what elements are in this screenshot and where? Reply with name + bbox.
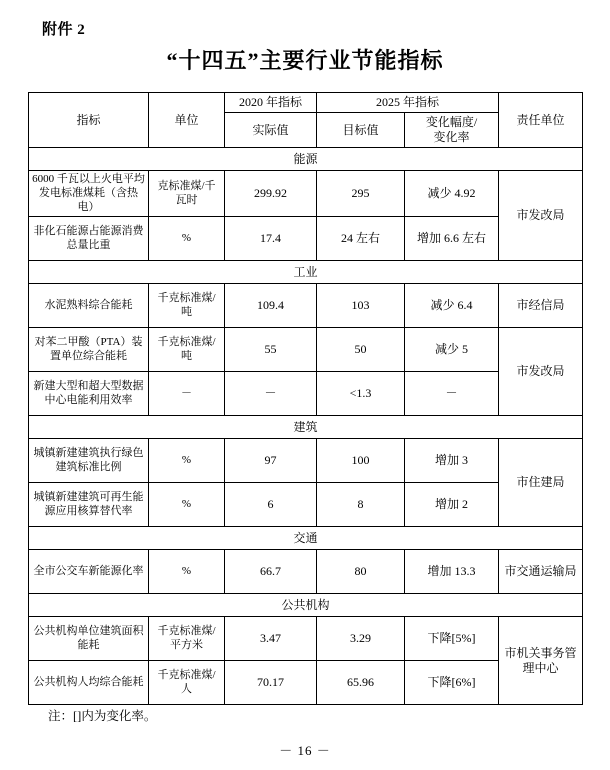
cell-actual-value: 97 [225, 439, 317, 483]
table-row [29, 328, 583, 372]
table-body [29, 148, 583, 705]
cell-target-value: <1.3 [317, 372, 405, 416]
cell-indicator: 城镇新建建筑执行绿色建筑标准比例 [29, 439, 149, 483]
cell-actual-value: 299.92 [225, 171, 317, 217]
cell-unit: 千克标准煤/吨 [149, 328, 225, 372]
header-unit: 单位 [149, 93, 225, 148]
page-number: － 16 － [279, 743, 331, 758]
cell-indicator: 对苯二甲酸（PTA）装置单位综合能耗 [29, 328, 149, 372]
cell-indicator: 公共机构单位建筑面积能耗 [29, 617, 149, 661]
attachment-label: 附件 2 [42, 22, 86, 38]
table-note: 注：[]内为变化率。 [48, 709, 157, 723]
section-label: 能源 [29, 148, 583, 171]
cell-indicator: 6000 千瓦以上火电平均发电标准煤耗（含热电） [29, 171, 149, 217]
table-row [29, 550, 583, 594]
cell-target-value: 295 [317, 171, 405, 217]
cell-responsible-unit: 市发改局 [499, 328, 583, 416]
cell-actual-value: 6 [225, 483, 317, 527]
table-row [29, 617, 583, 661]
table-header-row-1 [29, 93, 583, 113]
cell-actual-value: 109.4 [225, 284, 317, 328]
section-label: 公共机构 [29, 594, 583, 617]
header-change-line1: 变化幅度/ [425, 115, 478, 129]
section-label: 交通 [29, 527, 583, 550]
cell-change: － [405, 372, 499, 416]
cell-indicator: 水泥熟料综合能耗 [29, 284, 149, 328]
cell-unit: 克标准煤/千瓦时 [149, 171, 225, 217]
table-row [29, 171, 583, 217]
cell-change: 减少 4.92 [405, 171, 499, 217]
header-actual-value: 实际值 [225, 113, 317, 148]
header-indicator: 指标 [29, 93, 149, 148]
section-row [29, 148, 583, 171]
cell-indicator: 全市公交车新能源化率 [29, 550, 149, 594]
cell-responsible-unit: 市机关事务管理中心 [499, 617, 583, 705]
table-row [29, 284, 583, 328]
cell-target-value: 80 [317, 550, 405, 594]
cell-target-value: 8 [317, 483, 405, 527]
cell-unit: － [149, 372, 225, 416]
cell-change: 下降[5%] [405, 617, 499, 661]
cell-target-value: 3.29 [317, 617, 405, 661]
header-year-2025: 2025 年指标 [317, 93, 499, 113]
cell-unit: 千克标准煤/吨 [149, 284, 225, 328]
header-responsible: 责任单位 [499, 93, 583, 148]
cell-unit: % [149, 550, 225, 594]
header-change [405, 113, 499, 148]
cell-target-value: 100 [317, 439, 405, 483]
cell-unit: % [149, 483, 225, 527]
section-label: 建筑 [29, 416, 583, 439]
cell-indicator: 城镇新建建筑可再生能源应用核算替代率 [29, 483, 149, 527]
cell-target-value: 103 [317, 284, 405, 328]
cell-actual-value: 66.7 [225, 550, 317, 594]
cell-unit: 千克标准煤/人 [149, 661, 225, 705]
cell-actual-value: － [225, 372, 317, 416]
cell-change: 下降[6%] [405, 661, 499, 705]
cell-change: 减少 5 [405, 328, 499, 372]
page-title: “十四五”主要行业节能指标 [166, 48, 444, 73]
section-row [29, 527, 583, 550]
header-target-value: 目标值 [317, 113, 405, 148]
cell-actual-value: 17.4 [225, 217, 317, 261]
section-row [29, 261, 583, 284]
cell-change: 减少 6.4 [405, 284, 499, 328]
cell-target-value: 50 [317, 328, 405, 372]
cell-responsible-unit: 市经信局 [499, 284, 583, 328]
header-change-line2: 变化率 [433, 130, 470, 144]
cell-change: 增加 13.3 [405, 550, 499, 594]
cell-responsible-unit: 市发改局 [499, 171, 583, 261]
cell-target-value: 24 左右 [317, 217, 405, 261]
cell-responsible-unit: 市交通运输局 [499, 550, 583, 594]
table-row [29, 439, 583, 483]
cell-responsible-unit: 市住建局 [499, 439, 583, 527]
cell-indicator: 公共机构人均综合能耗 [29, 661, 149, 705]
cell-change: 增加 6.6 左右 [405, 217, 499, 261]
section-label: 工业 [29, 261, 583, 284]
cell-target-value: 65.96 [317, 661, 405, 705]
cell-change: 增加 2 [405, 483, 499, 527]
cell-unit: % [149, 217, 225, 261]
cell-indicator: 新建大型和超大型数据中心电能利用效率 [29, 372, 149, 416]
cell-actual-value: 3.47 [225, 617, 317, 661]
section-row [29, 416, 583, 439]
cell-actual-value: 55 [225, 328, 317, 372]
table-header [29, 93, 583, 148]
cell-actual-value: 70.17 [225, 661, 317, 705]
energy-indicator-table [28, 92, 583, 705]
cell-change: 增加 3 [405, 439, 499, 483]
cell-unit: 千克标准煤/平方米 [149, 617, 225, 661]
header-year-2020: 2020 年指标 [225, 93, 317, 113]
cell-unit: % [149, 439, 225, 483]
section-row [29, 594, 583, 617]
cell-indicator: 非化石能源占能源消费总量比重 [29, 217, 149, 261]
